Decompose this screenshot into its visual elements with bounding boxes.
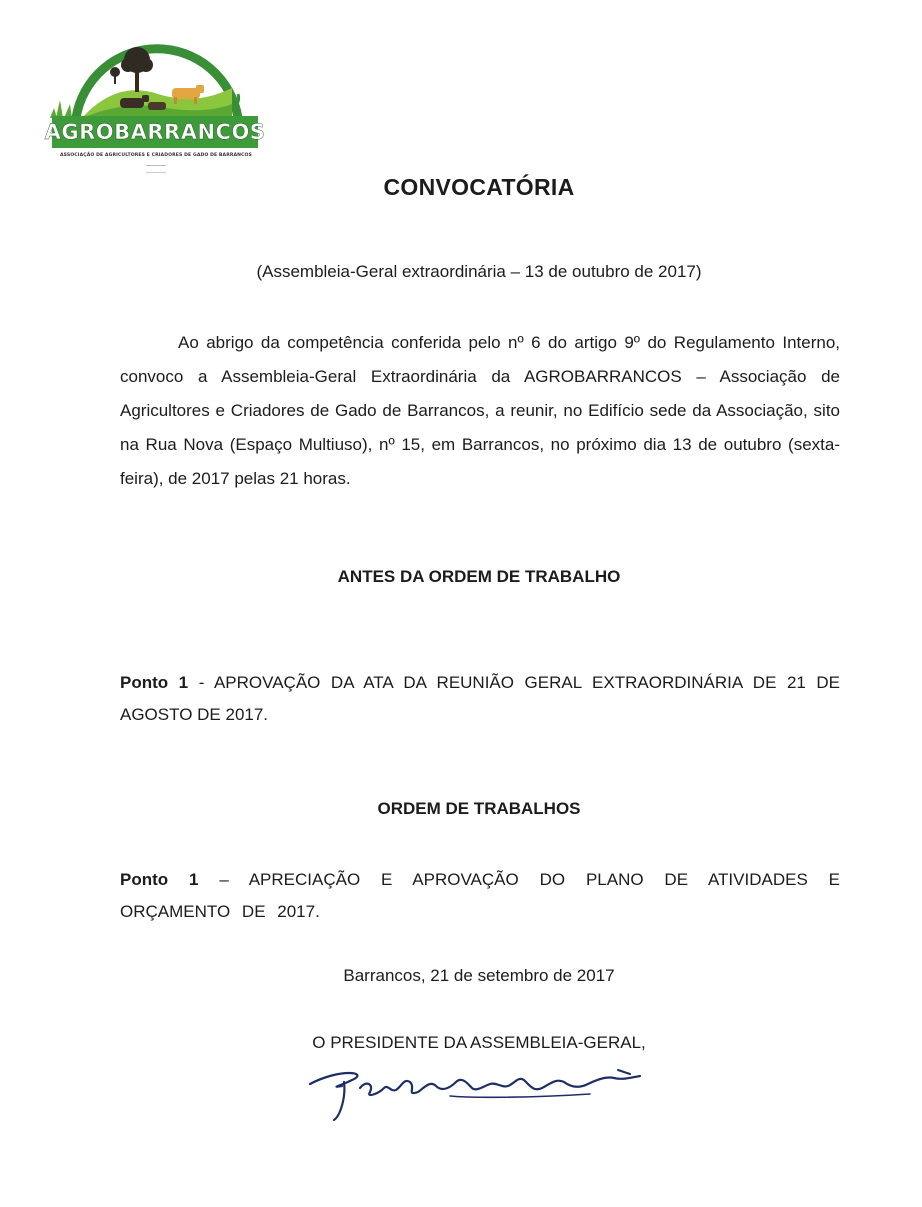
section-heading-agenda: ORDEM DE TRABALHOS [377,799,581,818]
agenda-point [120,864,840,928]
convocation-paragraph: Ao abrigo da competência conferida pelo nº 6 do artigo 9º do Regulamento Interno, convoco a Assembleia-Geral Extraordinária da AGROBARRANCOS – Associação de Agricultores e Criadores de Gado de Barrancos, a reunir, no Edifício sede da Associação, sito na Rua Nova (Espaço Multiuso), nº 15, em Barrancos, no próximo dia 13 de outubro (sexta-feira), de 2017 pelas 21 horas. [120,333,840,488]
document-title: CONVOCATÓRIA [383,174,575,200]
point-text: – APRECIAÇÃO E APROVAÇÃO DO PLANO DE ATIVIDADES E ORÇAMENTO DE 2017. [120,870,840,921]
point-text: - APROVAÇÃO DA ATA DA REUNIÃO GERAL EXTRAORDINÁRIA DE 21 DE AGOSTO DE 2017. [120,673,840,724]
handwritten-signature-icon [300,1058,680,1128]
point-label: Ponto 1 [120,673,189,692]
signatory-title: O PRESIDENTE DA ASSEMBLEIA-GERAL, [312,1033,646,1052]
agenda-point-before [120,667,840,731]
logo-wordmark: AGROBARRANCOS [52,116,258,148]
agrobarrancos-logo [46,8,266,178]
logo-small-mark [146,165,166,173]
logo-subtitle: ASSOCIAÇÃO DE AGRICULTORES E CRIADORES DE GADO DE BARRANCOS [60,153,252,158]
point-label: Ponto 1 [120,870,199,889]
document-subtitle: (Assembleia-Geral extraordinária – 13 de outubro de 2017) [256,262,702,281]
section-heading-before-agenda: ANTES DA ORDEM DE TRABALHO [337,567,621,586]
place-date: Barrancos, 21 de setembro de 2017 [343,966,615,985]
